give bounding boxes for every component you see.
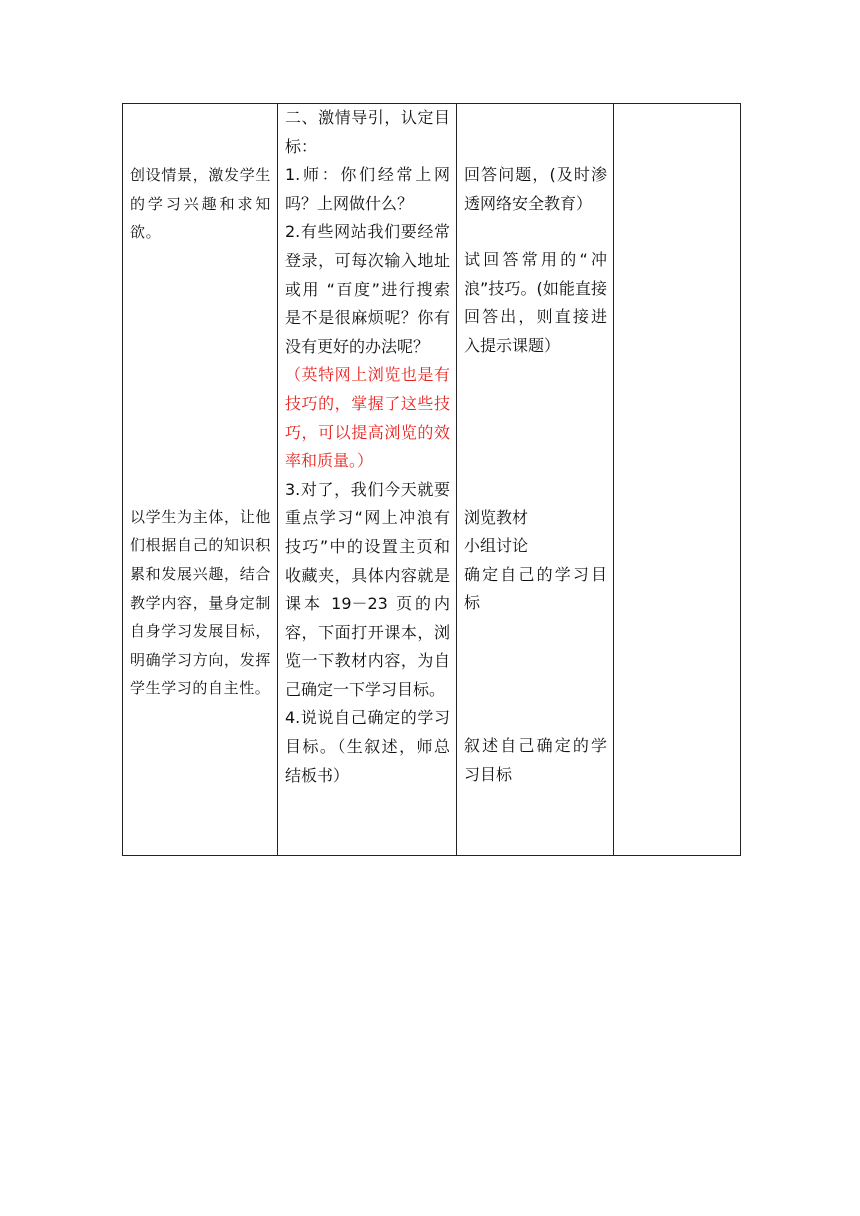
answer-3-line-1: 浏览教材 [464, 507, 529, 527]
teacher-activity-cell [278, 104, 457, 856]
question-4: 4.说说自己确定的学习目标。（生叙述，师总结板书） [285, 708, 450, 785]
notes-cell [614, 104, 741, 856]
section-heading: 二、激情导引，认定目标： [285, 108, 450, 156]
question-3: 3.对了，我们今天就要重点学习“网上冲浪有技巧”中的设置主页和收藏夹，具体内容就是课本 19－23 页的内容，下面打开课本，浏览一下教材内容，为自己确定一下学习目标。 [285, 479, 450, 699]
intent-text-1: 创设情景，激发学生的学习兴趣和求知欲。 [130, 166, 271, 242]
question-2-note: （英特网上浏览也是有技巧的，掌握了这些技巧，可以提高浏览的效率和质量。） [285, 365, 450, 471]
intent-text-2: 以学生为主体，让他们根据自己的知识积累和发展兴趣，结合教学内容，量身定制自身学习发展目标，明确学习方向，发挥学生学习的自主性。 [130, 507, 271, 698]
design-intent-cell [123, 104, 278, 856]
question-1: 1.师：你们经常上网吗？上网做什么？ [285, 165, 450, 213]
answer-1: 回答问题，(及时渗透网络安全教育） [464, 165, 607, 213]
answer-3-line-3: 确定自己的学习目标 [464, 564, 607, 613]
answer-2: 试回答常用的“冲浪”技巧。(如能直接回答出，则直接进入提示课题） [464, 250, 607, 355]
question-2: 2.有些网站我们要经常登录，可每次输入地址或用 “百度”进行搜索是不是很麻烦呢？你有没有更好的办法呢？ [285, 222, 450, 356]
answer-3-line-2: 小组讨论 [464, 536, 529, 556]
answer-4: 叙述自己确定的学习目标 [464, 735, 607, 784]
table-row [123, 104, 741, 856]
student-activity-cell [457, 104, 614, 856]
lesson-plan-table [122, 103, 741, 856]
